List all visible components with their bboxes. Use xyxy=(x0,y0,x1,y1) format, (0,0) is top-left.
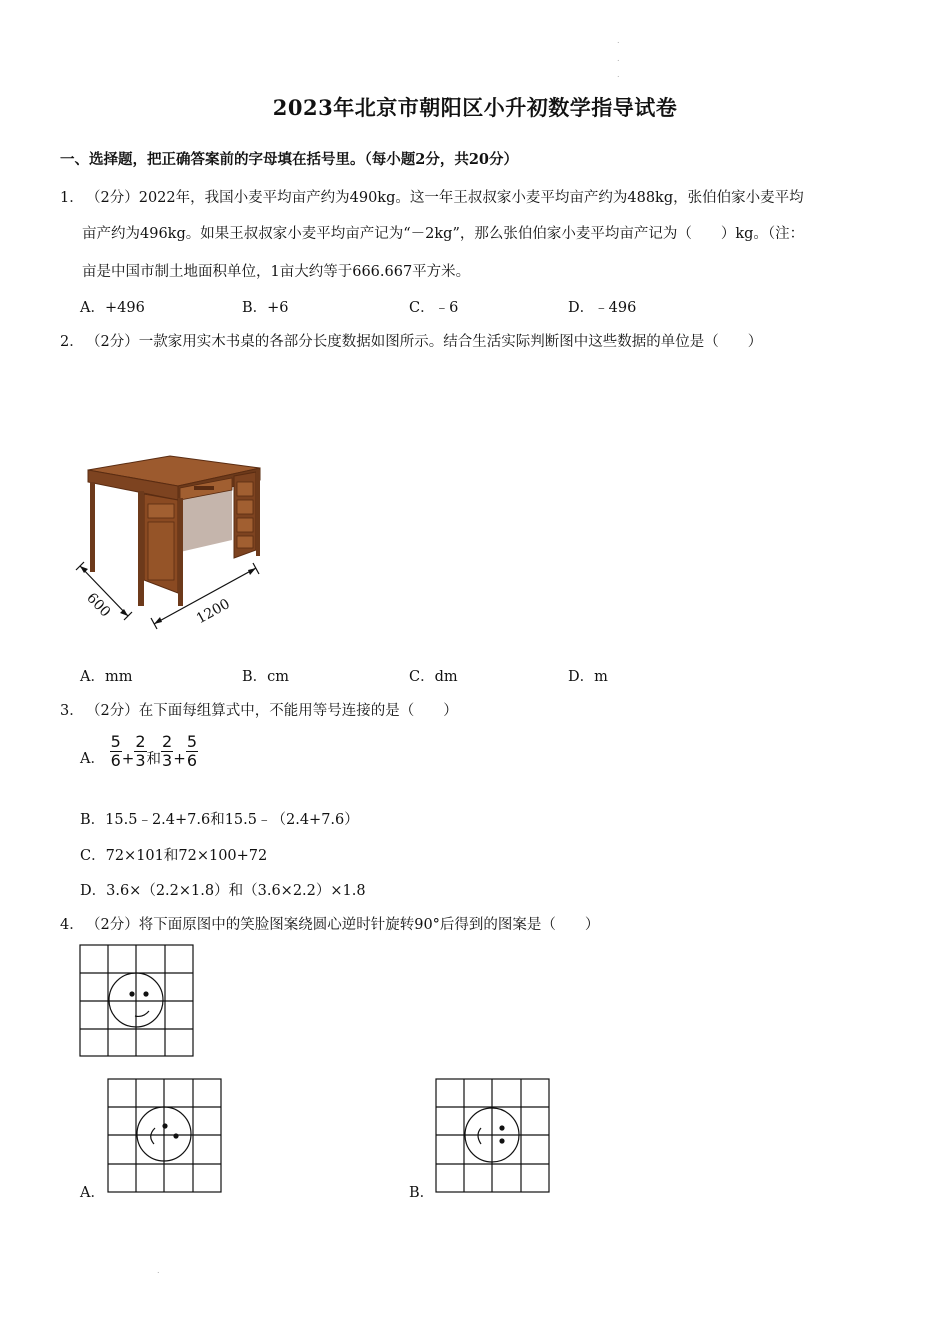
fraction xyxy=(186,733,198,770)
q3-number: 3． xyxy=(60,703,84,719)
plus-sign: + xyxy=(173,749,186,768)
q1-option-c[interactable]: C．﹣6 xyxy=(409,300,459,316)
fraction xyxy=(110,733,122,770)
q4-option-b-label[interactable]: B． xyxy=(409,1185,435,1201)
desk-illustration xyxy=(74,448,274,638)
dim-width-label: 1200 xyxy=(193,596,233,628)
q3-text: （2分）在下面每组算式中，不能用等号连接的是（ ） xyxy=(86,703,458,719)
q3-option-a-label: A． xyxy=(80,751,105,767)
q2-option-d[interactable]: D．m xyxy=(568,669,608,685)
q2-text: （2分）一款家用实木书桌的各部分长度数据如图所示。结合生活实际判断图中这些数据的单位是（ ） xyxy=(86,334,763,350)
q1-option-a[interactable]: A．+496 xyxy=(80,300,145,316)
fraction xyxy=(134,733,146,770)
plus-sign: + xyxy=(121,749,135,768)
q2-option-c[interactable]: C．dm xyxy=(409,669,458,685)
section-heading: 一、选择题，把正确答案前的字母填在括号里。（每小题2分，共20分） xyxy=(60,151,519,168)
numerator: 2 xyxy=(162,732,173,751)
and-word: 和 xyxy=(146,751,162,768)
q1-number: 1． xyxy=(60,190,84,206)
q3-option-d[interactable]: D．3.6×（2.2×1.8）和（3.6×2.2）×1.8 xyxy=(80,883,366,899)
dim-depth-label: 600 xyxy=(83,590,114,621)
denominator: 6 xyxy=(110,751,121,770)
exam-title: 2023年北京市朝阳区小升初数学指导试卷 xyxy=(272,95,678,120)
q4-text: （2分）将下面原图中的笑脸图案绕圆心逆时针旋转90°后得到的图案是（ ） xyxy=(86,917,600,933)
scan-speck: . xyxy=(157,1266,160,1275)
q3-option-b[interactable]: B．15.5﹣2.4+7.6和15.5﹣（2.4+7.6） xyxy=(80,812,359,828)
q4-number: 4． xyxy=(60,917,84,933)
numerator: 5 xyxy=(186,732,197,751)
q1-line3: 亩是中国市制土地面积单位，1亩大约等于666.667平方米。 xyxy=(82,264,471,280)
q2-number: 2． xyxy=(60,334,84,350)
denominator: 3 xyxy=(162,751,173,770)
q4-option-b-grid[interactable] xyxy=(435,1078,551,1194)
q4-option-a-grid[interactable] xyxy=(107,1078,223,1194)
denominator: 3 xyxy=(135,751,146,770)
q3-option-a[interactable] xyxy=(80,733,198,777)
original-smiley-grid xyxy=(79,944,195,1058)
original-smiley-figure xyxy=(79,944,195,1058)
q4-option-a-label[interactable]: A． xyxy=(80,1185,105,1201)
scan-speck: . xyxy=(617,70,620,79)
denominator: 6 xyxy=(186,751,197,770)
scan-speck: . xyxy=(617,54,620,63)
q2-option-b[interactable]: B．cm xyxy=(242,669,290,685)
q1-line2: 亩产约为496kg。如果王叔叔家小麦平均亩产记为“－2kg”，那么张伯伯家小麦平均亩产记为（ ）kg。（注： xyxy=(82,226,805,242)
numerator: 5 xyxy=(110,732,121,751)
q1-line1: （2分）2022年，我国小麦平均亩产约为490kg。这一年王叔叔家小麦平均亩产约为488kg，张伯伯家小麦平均 xyxy=(86,190,804,206)
fraction xyxy=(161,733,173,770)
scan-speck: . xyxy=(617,36,620,45)
q1-option-b[interactable]: B．+6 xyxy=(242,300,289,316)
q2-option-a[interactable]: A．mm xyxy=(80,669,133,685)
q3-option-c[interactable]: C．72×101和72×100+72 xyxy=(80,848,268,864)
q4-option-a-figure xyxy=(107,1078,223,1194)
numerator: 2 xyxy=(135,732,146,751)
q4-option-b-figure xyxy=(435,1078,551,1194)
q1-option-d[interactable]: D．﹣496 xyxy=(568,300,637,316)
desk-image xyxy=(74,448,274,638)
